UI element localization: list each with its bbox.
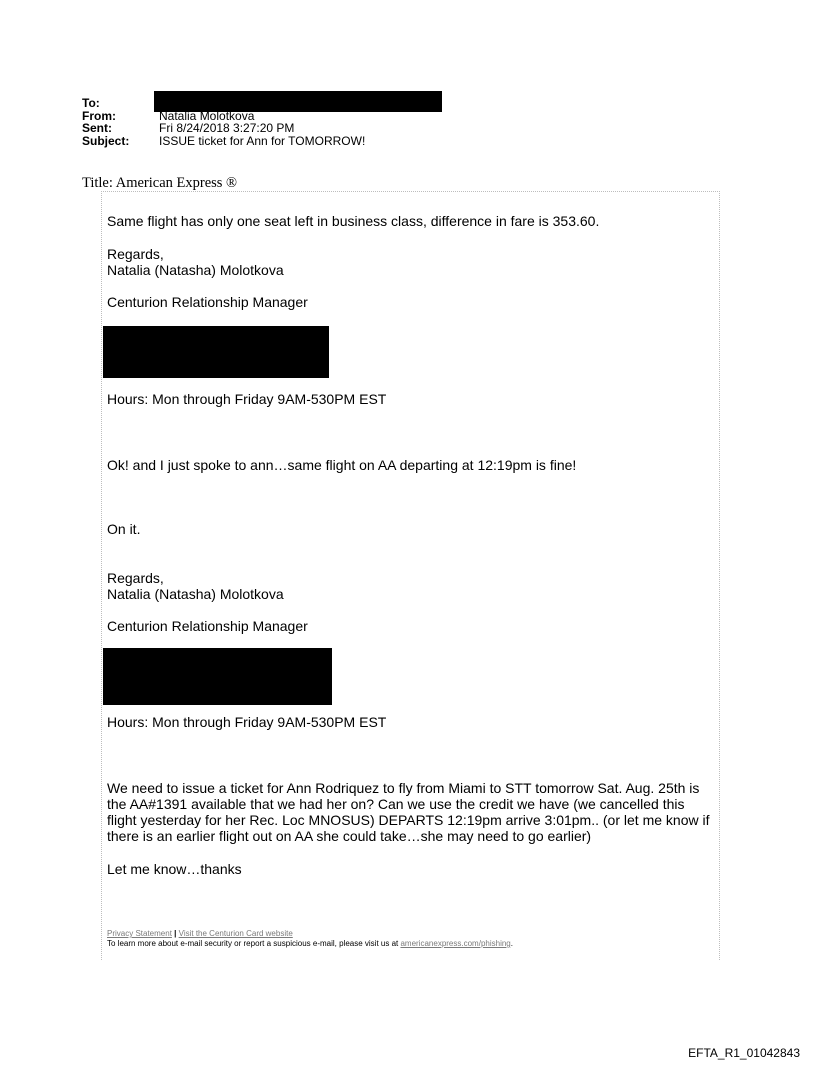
body-paragraph: Ok! and I just spoke to ann…same flight on AA departing at 12:19pm is fine! <box>107 457 577 473</box>
body-paragraph: Let me know…thanks <box>107 861 242 877</box>
body-paragraph: Same flight has only one seat left in business class, difference in fare is 353.60. <box>107 213 600 229</box>
to-label: To: <box>82 96 100 110</box>
signature-name: Natalia (Natasha) Molotkova <box>107 586 284 602</box>
document-title: Title: American Express ® <box>82 175 238 191</box>
header-sent-row <box>82 122 365 135</box>
signature-name: Natalia (Natasha) Molotkova <box>107 262 284 278</box>
redacted-signature-block <box>103 326 329 378</box>
body-paragraph-line: flight yesterday for her Rec. Loc MNOSUS) DEPARTS 12:19pm arrive 3:01pm.. (or let me know if <box>107 812 710 828</box>
document-id: EFTA_R1_01042843 <box>688 1046 800 1060</box>
sent-label: Sent: <box>82 121 112 135</box>
body-paragraph-line: the AA#1391 available that we had her on? Can we use the credit we have (we cancelled this <box>107 796 685 812</box>
hours-line: Hours: Mon through Friday 9AM-530PM EST <box>107 714 387 730</box>
footer-links <box>107 929 293 939</box>
signature-role: Centurion Relationship Manager <box>107 618 308 634</box>
subject-label: Subject: <box>82 133 130 148</box>
regards-line: Regards, <box>107 570 164 586</box>
privacy-statement-link[interactable]: Privacy Statement <box>107 929 172 938</box>
header-to-row <box>82 97 365 110</box>
phishing-link[interactable]: americanexpress.com/phishing <box>400 939 511 948</box>
body-paragraph: On it. <box>107 521 141 537</box>
footer-period: . <box>510 939 513 948</box>
subject-value: ISSUE ticket for Ann for TOMORROW! <box>159 133 366 148</box>
email-header <box>82 97 365 147</box>
from-value: Natalia Molotkova <box>159 108 255 123</box>
redacted-signature-block <box>103 648 332 705</box>
footer-security-note <box>107 939 513 949</box>
from-label: From: <box>82 108 116 123</box>
header-subject-row <box>82 135 365 148</box>
body-paragraph-line: there is an earlier flight out on AA she could take…she may need to go earlier) <box>107 828 592 844</box>
regards-line: Regards, <box>107 246 164 262</box>
footer-separator: | <box>174 929 177 938</box>
body-paragraph-line: We need to issue a ticket for Ann Rodriquez to fly from Miami to STT tomorrow Sat. Aug. 25th is <box>107 780 700 796</box>
security-text: To learn more about e-mail security or report a suspicious e-mail, please visit us at <box>107 939 399 948</box>
centurion-card-link[interactable]: Visit the Centurion Card website <box>178 929 293 938</box>
sent-value: Fri 8/24/2018 3:27:20 PM <box>159 121 295 135</box>
hours-line: Hours: Mon through Friday 9AM-530PM EST <box>107 391 387 407</box>
signature-role: Centurion Relationship Manager <box>107 294 308 310</box>
